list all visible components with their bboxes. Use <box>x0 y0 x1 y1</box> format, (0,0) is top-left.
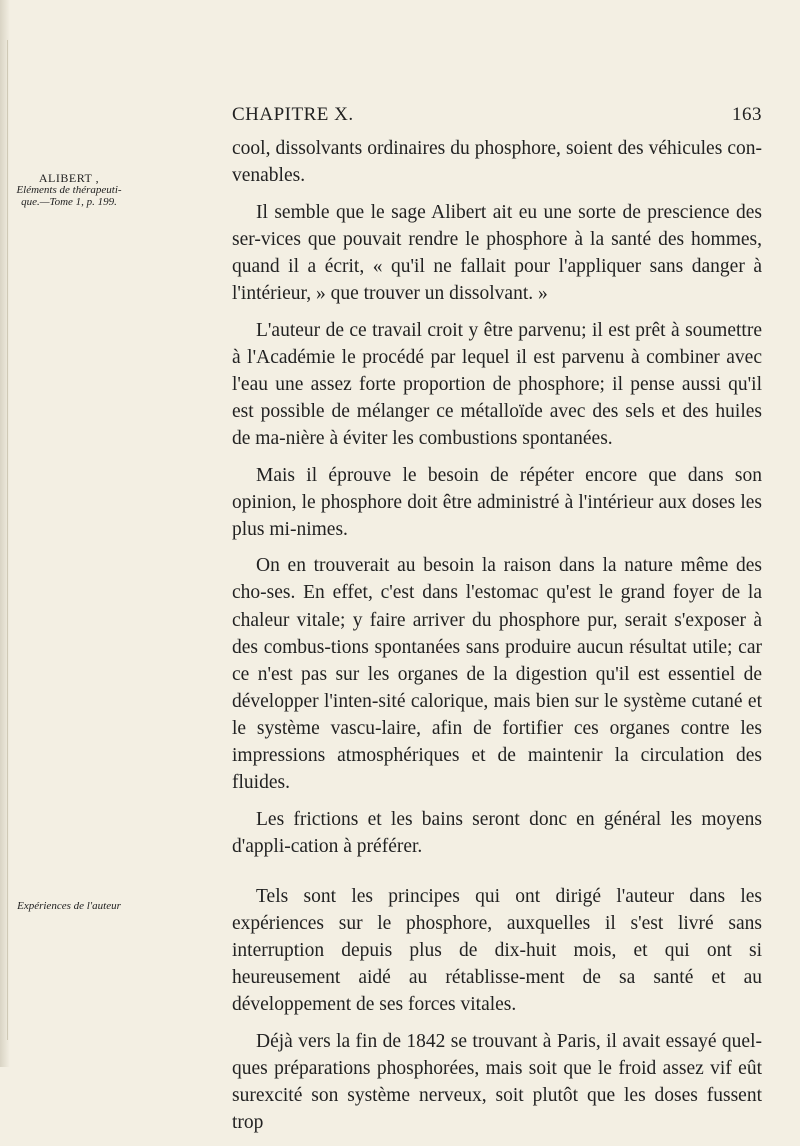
margin-note-alibert <box>10 172 128 208</box>
paragraph: Il semble que le sage Alibert ait eu une sorte de prescience des ser-vices que pouvait rendre le phosphore à la santé des hommes, quand il a écrit, « qu'il ne fallait pour l'appliquer sans danger à l'intérieur, » que trouver un dissolvant. » <box>232 201 762 304</box>
paragraph: cool, dissolvants ordinaires du phosphore, soient des véhicules con-venables. <box>232 138 762 187</box>
margin-note-author: ALIBERT , <box>38 171 100 185</box>
paragraph: L'auteur de ce travail croit y être parvenu; il est prêt à soumettre à l'Académie le procédé par lequel il est parvenu à combiner avec l'eau une assez forte proportion de phosphore; il pense aussi qu'il est possible de mélanger ce métalloïde avec des sels et des huiles de ma-nière à éviter les combustions spontanées. <box>232 319 762 449</box>
binding-fold-line <box>7 40 8 1040</box>
page-edge-shadow <box>0 0 10 1067</box>
page-number: 163 <box>732 104 762 125</box>
margin-note-reference: Eléments de thérapeuti-que.—Tome 1, p. 199. <box>16 184 122 208</box>
body-text <box>232 135 762 1146</box>
paragraph: Les frictions et les bains seront donc en général les moyens d'appli-cation à préférer. <box>232 808 762 857</box>
paragraph: On en trouverait au besoin la raison dans la nature même des cho-ses. En effet, c'est dans l'estomac qu'est le grand foyer de la chaleur vitale; y faire arriver du phosphore pur, serait s'exposer à des combus-tions spontanées sans produire aucun résultat utile; car ce n'est pas sur les organes de la digestion qu'il est essentiel de développer l'inten-sité calorique, mais bien sur le système cutané et le système vascu-laire, afin de fortifier ces organes contre les impressions atmosphériques et de maintenir la circulation des fluides. <box>232 555 762 794</box>
running-header <box>232 104 762 130</box>
chapter-title: CHAPITRE X. <box>232 104 354 125</box>
paragraph: Déjà vers la fin de 1842 se trouvant à Paris, il avait essayé quel-ques préparations phosphorées, mais soit que le froid assez vif eût surexcité son système nerveux, soit plutôt que les doses fussent trop <box>232 1030 762 1134</box>
margin-note-experiences: Expériences de l'auteur <box>17 900 121 912</box>
paragraph: Tels sont les principes qui ont dirigé l'auteur dans les expériences sur le phosphore, auxquelles il s'est livré sans interruption depuis plus de dix-huit mois, et qui ont si heureusement aidé au rétablisse-ment de sa santé et au développement de ses forces vitales. <box>232 885 762 1016</box>
paragraph: Mais il éprouve le besoin de répéter encore que dans son opinion, le phosphore doit être administré à l'intérieur aux doses les plus mi-nimes. <box>232 464 762 540</box>
